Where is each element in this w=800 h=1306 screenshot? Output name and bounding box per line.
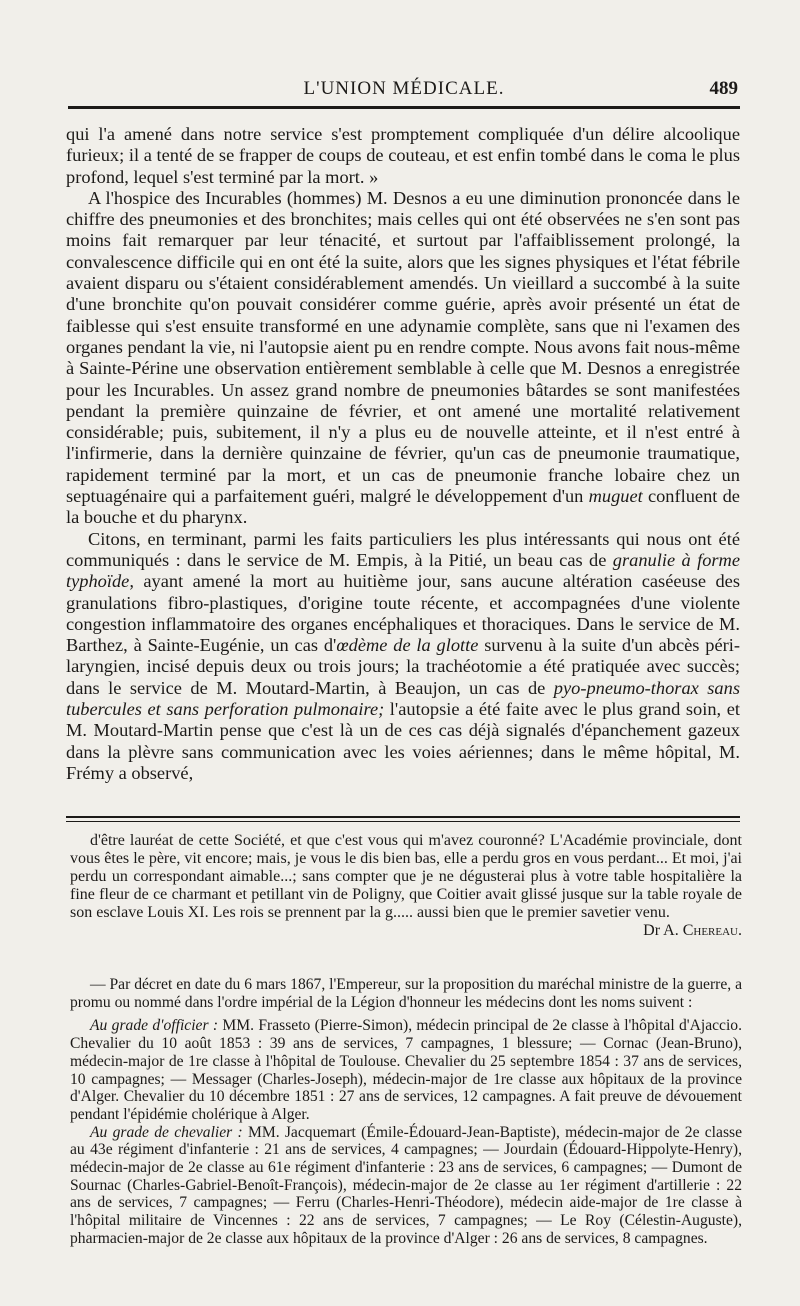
paragraph-3-part-c: survenu à la suite d'un abcès péri-laryngien, incisé depuis deux ou trois jours; la trachéotomie a été pratiquée avec succès; dans le service de M. Moutard-Martin, à Beaujon, un cas de xyxy=(66,635,740,698)
italic-term-oedeme: œdème de la glotte xyxy=(336,635,479,656)
decree-intro: — Par décret en date du 6 mars 1867, l'Empereur, sur la proposition du maréchal ministre de la guerre, a promu ou nommé dans l'ordre impérial de la Légion d'honneur les médecins dont les noms suivent : xyxy=(70,976,742,1011)
feuilleton xyxy=(70,832,742,941)
paragraph-3-part-d: l'autopsie a été faite avec le plus grand soin, et M. Moutard-Martin pense que c'est là un de ces cas déjà signalés d'épanchement gazeux dans la plèvre sans communication avec les voies aériennes; dans le même hôpital, M. Frémy a observé, xyxy=(66,699,740,783)
paragraph-2-text: A l'hospice des Incurables (hommes) M. Desnos a eu une diminution prononcée dans le chiffre des pneumonies et des bronchites; mais celles qui ont été observées ne s'en sont pas moins fait remarquer par leur ténacité, et surtout par l'affaiblissement prolongé, la convalescence difficile qui en ont été la suite, alors que les signes physiques et l'état fébrile avaient disparu ou s'étaient considérablement amendés. Un vieillard a succombé à la suite d'une bronchite qu'on pouvait considérer comme guérie, après avoir présenté un état de faiblesse qui s'est ensuite transformé en une adynamie complète, sans que ni l'examen des organes pendant la vie, ni l'autopsie aient pu en rendre compte. Nous avons fait nous-même à Sainte-Périne une observation entièrement semblable à celle que M. Desnos a enregistrée pour les Incurables. Un assez grand nombre de pneumonies bâtardes se sont manifestées pendant la première quinzaine de février, et ont amené une mortalité relativement considérable; puis, subitement, il n'y a plus eu de nouvelle atteinte, et il n'est entré à l'infirmerie, dans la dernière quinzaine de février, qu'un cas de pneumonie traumatique, rapidement terminé par la mort, et un cas de pneumonie franche lobaire chez un septuagénaire qui a parfaitement guéri, malgré le développement d'un xyxy=(66,187,740,507)
signature xyxy=(623,922,742,940)
main-text xyxy=(66,124,740,784)
feuilleton-body: d'être lauréat de cette Société, et que c'est vous qui m'avez couronné? L'Académie provinciale, dont vous êtes le père, vit encore; mais, je vous le dis bien bas, elle a perdu gros en vous perdant... Et moi, j'ai perdu un correspondant aimable...; sans compter que je ne dégusterai plus à votre table hospitalière la fine fleur de ce charmant et petillant vin de Poligny, que Coitier avait glissé jusque sur la table royale de son esclave Louis XI. Les rois se prennent par la g..... aussi bien que le premier savetier venu. xyxy=(70,832,742,922)
paragraph-3-part-a: Citons, en terminant, parmi les faits particuliers les plus intéressants qui nous ont été communiqués : dans le service de M. Empis, à la Pitié, un beau cas de xyxy=(66,528,740,570)
officer-text: MM. Frasseto (Pierre-Simon), médecin principal de 2e classe à l'hôpital d'Ajaccio. Chevalier du 10 août 1853 : 39 ans de services, 7 campagnes, 1 blessure; — Cornac (Jean-Bruno), médecin-major de 1re classe à l'hôpital de Toulouse. Chevalier du 25 septembre 1854 : 37 ans de services, 10 campagnes; — Messager (Charles-Joseph), médecin-major de 1re classe aux hôpitaux de la province d'Alger. Chevalier du 10 décembre 1851 : 27 ans de services, 12 campagnes. A fait preuve de dévouement pendant l'épidémie cholérique à Alger. xyxy=(70,1017,743,1123)
page-header xyxy=(68,76,740,109)
decree-section xyxy=(70,976,742,1248)
journal-title: L'UNION MÉDICALE. xyxy=(303,78,505,99)
signature-prefix: Dr A. xyxy=(643,922,683,940)
paragraph-3-part-b: ayant amené la mort au huitième jour, sans aucune altération caséeuse des granulations fibro-plastiques, d'origine toute récente, et accompagnées d'une violente congestion inflammatoire des organes encéphaliques et thoraciques. Dans le service de M. Barthez, à Sainte-Eugénie, un cas d' xyxy=(66,571,740,656)
feuilleton-text xyxy=(70,832,742,940)
chevalier-text: MM. Jacquemart (Émile-Édouard-Jean-Baptiste), médecin-major de 2e classe au 43e régiment d'infanterie : 21 ans de services, 4 campagnes; — Jourdain (Édouard-Hippolyte-Henry), médecin-major de 2e classe au 61e régiment d'infanterie : 23 ans de services, 6 campagnes; — Dumont de Sournac (Charles-Gabriel-Benoît-François), médecin-major de 2e classe au 1er régiment d'artillerie : 22 ans de services, 7 campagnes; — Ferru (Charles-Henri-Théodore), médecin aide-major de 1re classe à l'hôpital militaire de Vincennes : 22 ans de services, 7 campagnes; — Le Roy (Célestin-Auguste), pharmacien-major de 2e classe aux hôpitaux de la province d'Alger : 26 ans de services, 8 campagnes. xyxy=(70,1123,742,1247)
page-number: 489 xyxy=(709,78,738,99)
signature-name: Chereau. xyxy=(682,922,742,940)
paragraph-1: qui l'a amené dans notre service s'est promptement compliquée d'un délire alcoolique furieux; il a tenté de se frapper de coups de couteau, et est enfin tombé dans le coma le plus profond, lequel s'est terminé par la mort. » xyxy=(66,124,740,187)
italic-term-muguet: muguet xyxy=(588,486,643,507)
chevalier-label: Au grade de chevalier : xyxy=(90,1123,243,1141)
italic-term-pyo-pneumo-thorax: pyo-pneumo-thorax sans tubercules et sans perforation pulmonaire; xyxy=(66,677,740,720)
paragraph-3 xyxy=(66,529,740,785)
paragraph-2-tail: confluent de la bouche et du pharynx. xyxy=(66,486,740,528)
chevalier-list xyxy=(70,1124,742,1248)
officer-label: Au grade d'officier : xyxy=(90,1017,219,1035)
italic-term-granulie: granulie à forme typhoïde, xyxy=(66,549,740,592)
officer-list xyxy=(70,1017,742,1123)
section-divider xyxy=(66,816,740,822)
paragraph-2 xyxy=(66,188,740,529)
